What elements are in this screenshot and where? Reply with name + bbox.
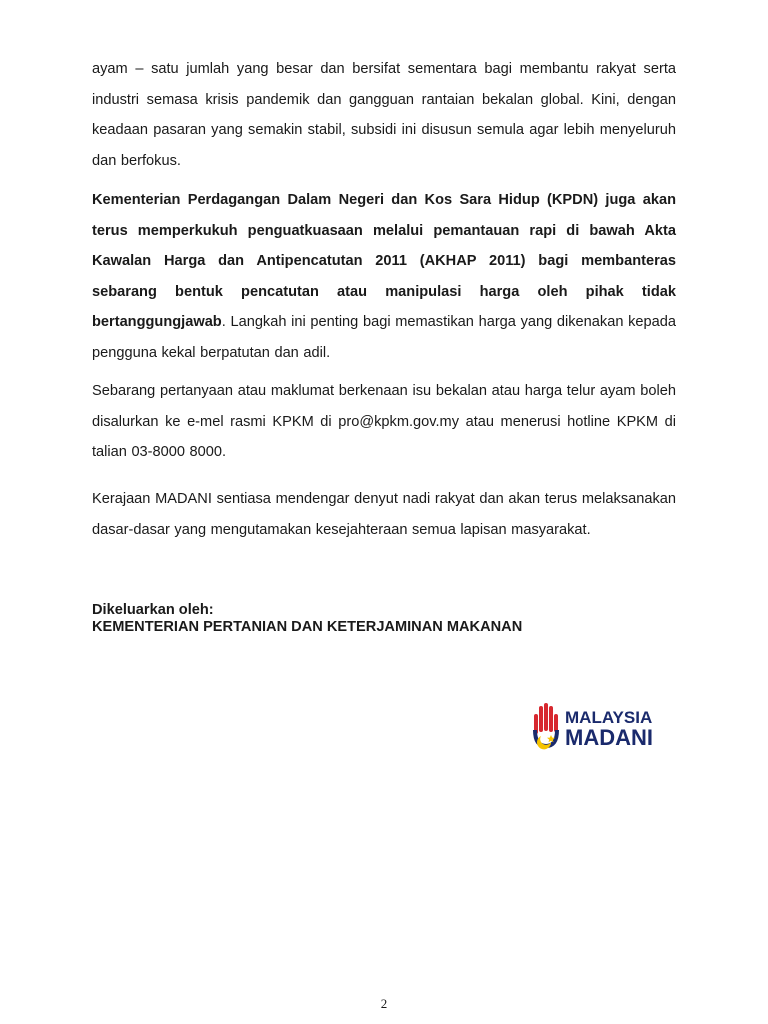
paragraph-kpdn-enforcement-rest: . Langkah ini penting bagi memastikan harga yang dikenakan kepada pengguna kekal berpatutan dan adil. [92, 314, 676, 361]
paragraph-kpdn-enforcement [92, 185, 676, 368]
paragraph-contact-info-text: Sebarang pertanyaan atau maklumat berkenaan isu bekalan atau harga telur ayam boleh disalurkan ke e-mel rasmi KPKM di pro@kpkm.gov.my atau menerusi hotline KPKM di talian 03-8000 8000. [92, 383, 676, 460]
paragraph-contact-info [92, 376, 676, 468]
logo-text-malaysia: MALAYSIA [565, 708, 653, 727]
issuing-ministry: KEMENTERIAN PERTANIAN DAN KETERJAMINAN MAKANAN [92, 619, 523, 635]
paragraph-madani-closing [92, 484, 676, 545]
paragraph-madani-closing-text: Kerajaan MADANI sentiasa mendengar denyut nadi rakyat dan akan terus melaksanakan dasar-dasar yang mengutamakan kesejahteraan semua lapisan masyarakat. [92, 491, 676, 538]
malaysia-madani-logo-graphic [530, 700, 665, 752]
paragraph-subsidy-context [92, 54, 676, 176]
issued-by-block [92, 602, 522, 636]
hand-emblem-icon [533, 703, 559, 749]
page-number: 2 [380, 996, 388, 1011]
paragraph-subsidy-context-text: ayam – satu jumlah yang besar dan bersifat sementara bagi membantu rakyat serta industri semasa krisis pandemik dan gangguan rantaian bekalan global. Kini, dengan keadaan pasaran yang semakin stabil, subsidi ini disusun semula agar lebih menyeluruh dan berfokus. [92, 61, 676, 169]
paragraph-kpdn-enforcement-bold: Kementerian Perdagangan Dalam Negeri dan Kos Sara Hidup (KPDN) juga akan terus memperkukuh penguatkuasaan melalui pemantauan rapi di bawah Akta Kawalan Harga dan Antipencatutan 2011 (AKHAP 2011) bagi membanteras sebarang bentuk pencatutan atau manipulasi harga oleh pihak tidak bertanggungjawab [92, 192, 676, 330]
issued-by-label: Dikeluarkan oleh: [92, 602, 214, 618]
malaysia-madani-logo [530, 700, 665, 752]
logo-text-madani: MADANI [565, 725, 653, 750]
